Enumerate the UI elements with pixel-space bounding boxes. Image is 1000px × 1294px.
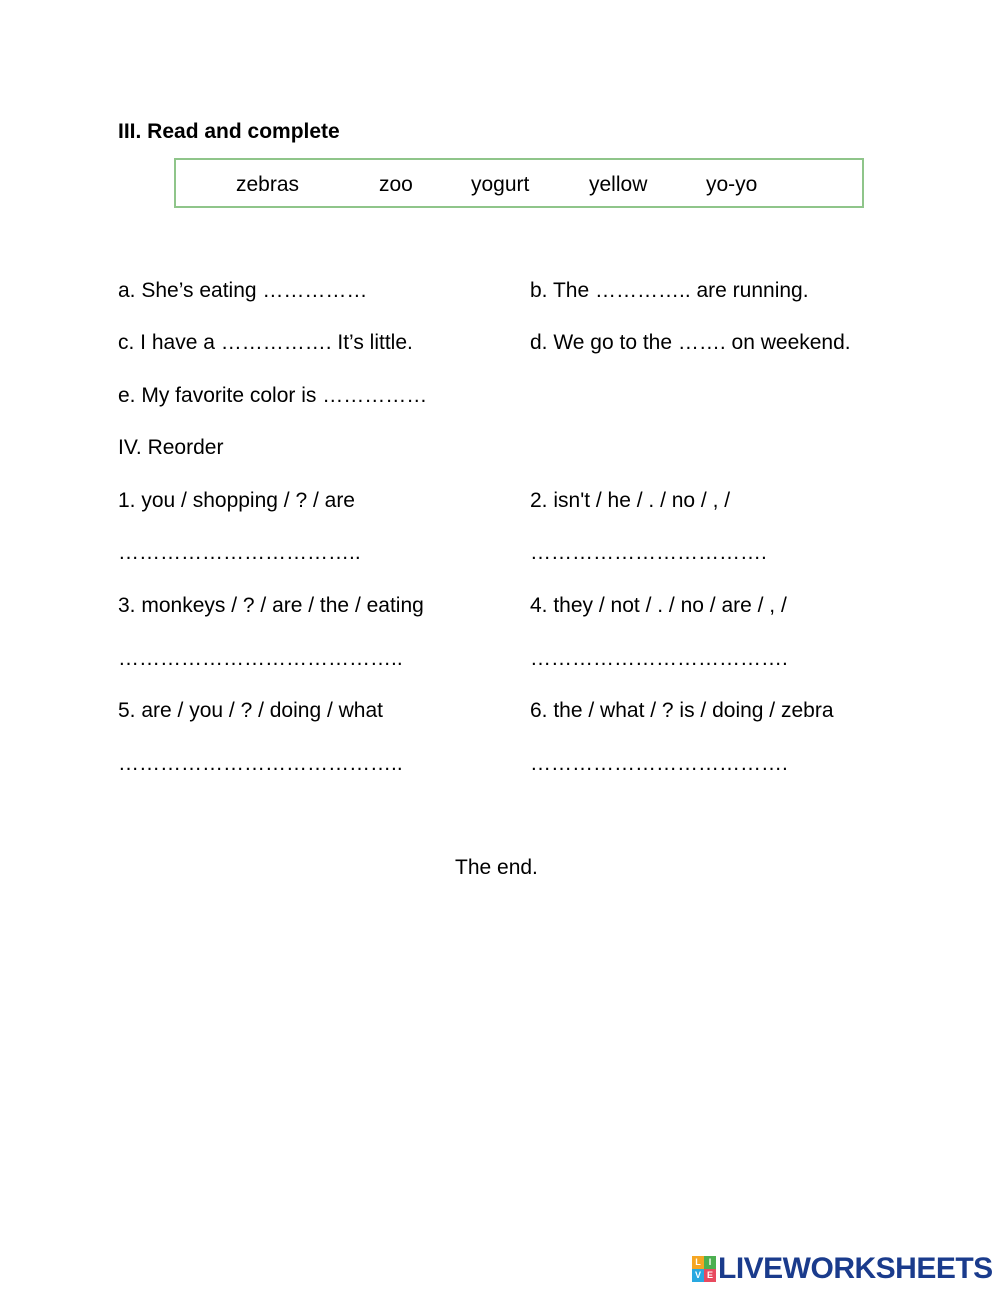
word-bank-item: yo-yo (706, 173, 758, 196)
reorder-question-5: 5. are / you / ? / doing / what (118, 699, 383, 722)
word-bank-item: yogurt (471, 173, 530, 196)
end-text: The end. (455, 856, 538, 879)
answer-line-2: ……………………………. (530, 541, 767, 564)
logo-letter-i: I (704, 1256, 716, 1269)
section-3-heading: III. Read and complete (118, 120, 340, 143)
answer-line-6: ………………………………. (530, 752, 788, 775)
liveworksheets-logo-icon (692, 1256, 716, 1282)
word-bank-item: yellow (589, 173, 648, 196)
word-bank-box (174, 158, 864, 208)
exercise-e: e. My favorite color is …………… (118, 384, 428, 407)
logo-letter-e: E (704, 1269, 716, 1282)
answer-line-1: …………………………….. (118, 541, 361, 564)
liveworksheets-brand (692, 1252, 993, 1285)
exercise-c: c. I have a ……………. It’s little. (118, 331, 413, 354)
exercise-d: d. We go to the ……. on weekend. (530, 331, 851, 354)
word-bank-item: zoo (379, 173, 413, 196)
logo-letter-l: L (692, 1256, 704, 1269)
word-bank-item: zebras (236, 173, 300, 196)
answer-line-4: ………………………………. (530, 647, 788, 670)
brand-name: LIVEWORKSHEETS (718, 1252, 993, 1285)
reorder-question-1: 1. you / shopping / ? / are (118, 489, 355, 512)
reorder-question-3: 3. monkeys / ? / are / the / eating (118, 594, 424, 617)
reorder-question-4: 4. they / not / . / no / are / , / (530, 594, 787, 617)
reorder-question-6: 6. the / what / ? is / doing / zebra (530, 699, 834, 722)
section-4-heading: IV. Reorder (118, 436, 224, 459)
answer-line-5: ………………………………….. (118, 752, 403, 775)
answer-line-3: ………………………………….. (118, 647, 403, 670)
reorder-question-2: 2. isn't / he / . / no / , / (530, 489, 731, 512)
logo-letter-v: V (692, 1269, 704, 1282)
exercise-b: b. The ………….. are running. (530, 279, 809, 302)
exercise-a: a. She’s eating …………… (118, 279, 368, 302)
